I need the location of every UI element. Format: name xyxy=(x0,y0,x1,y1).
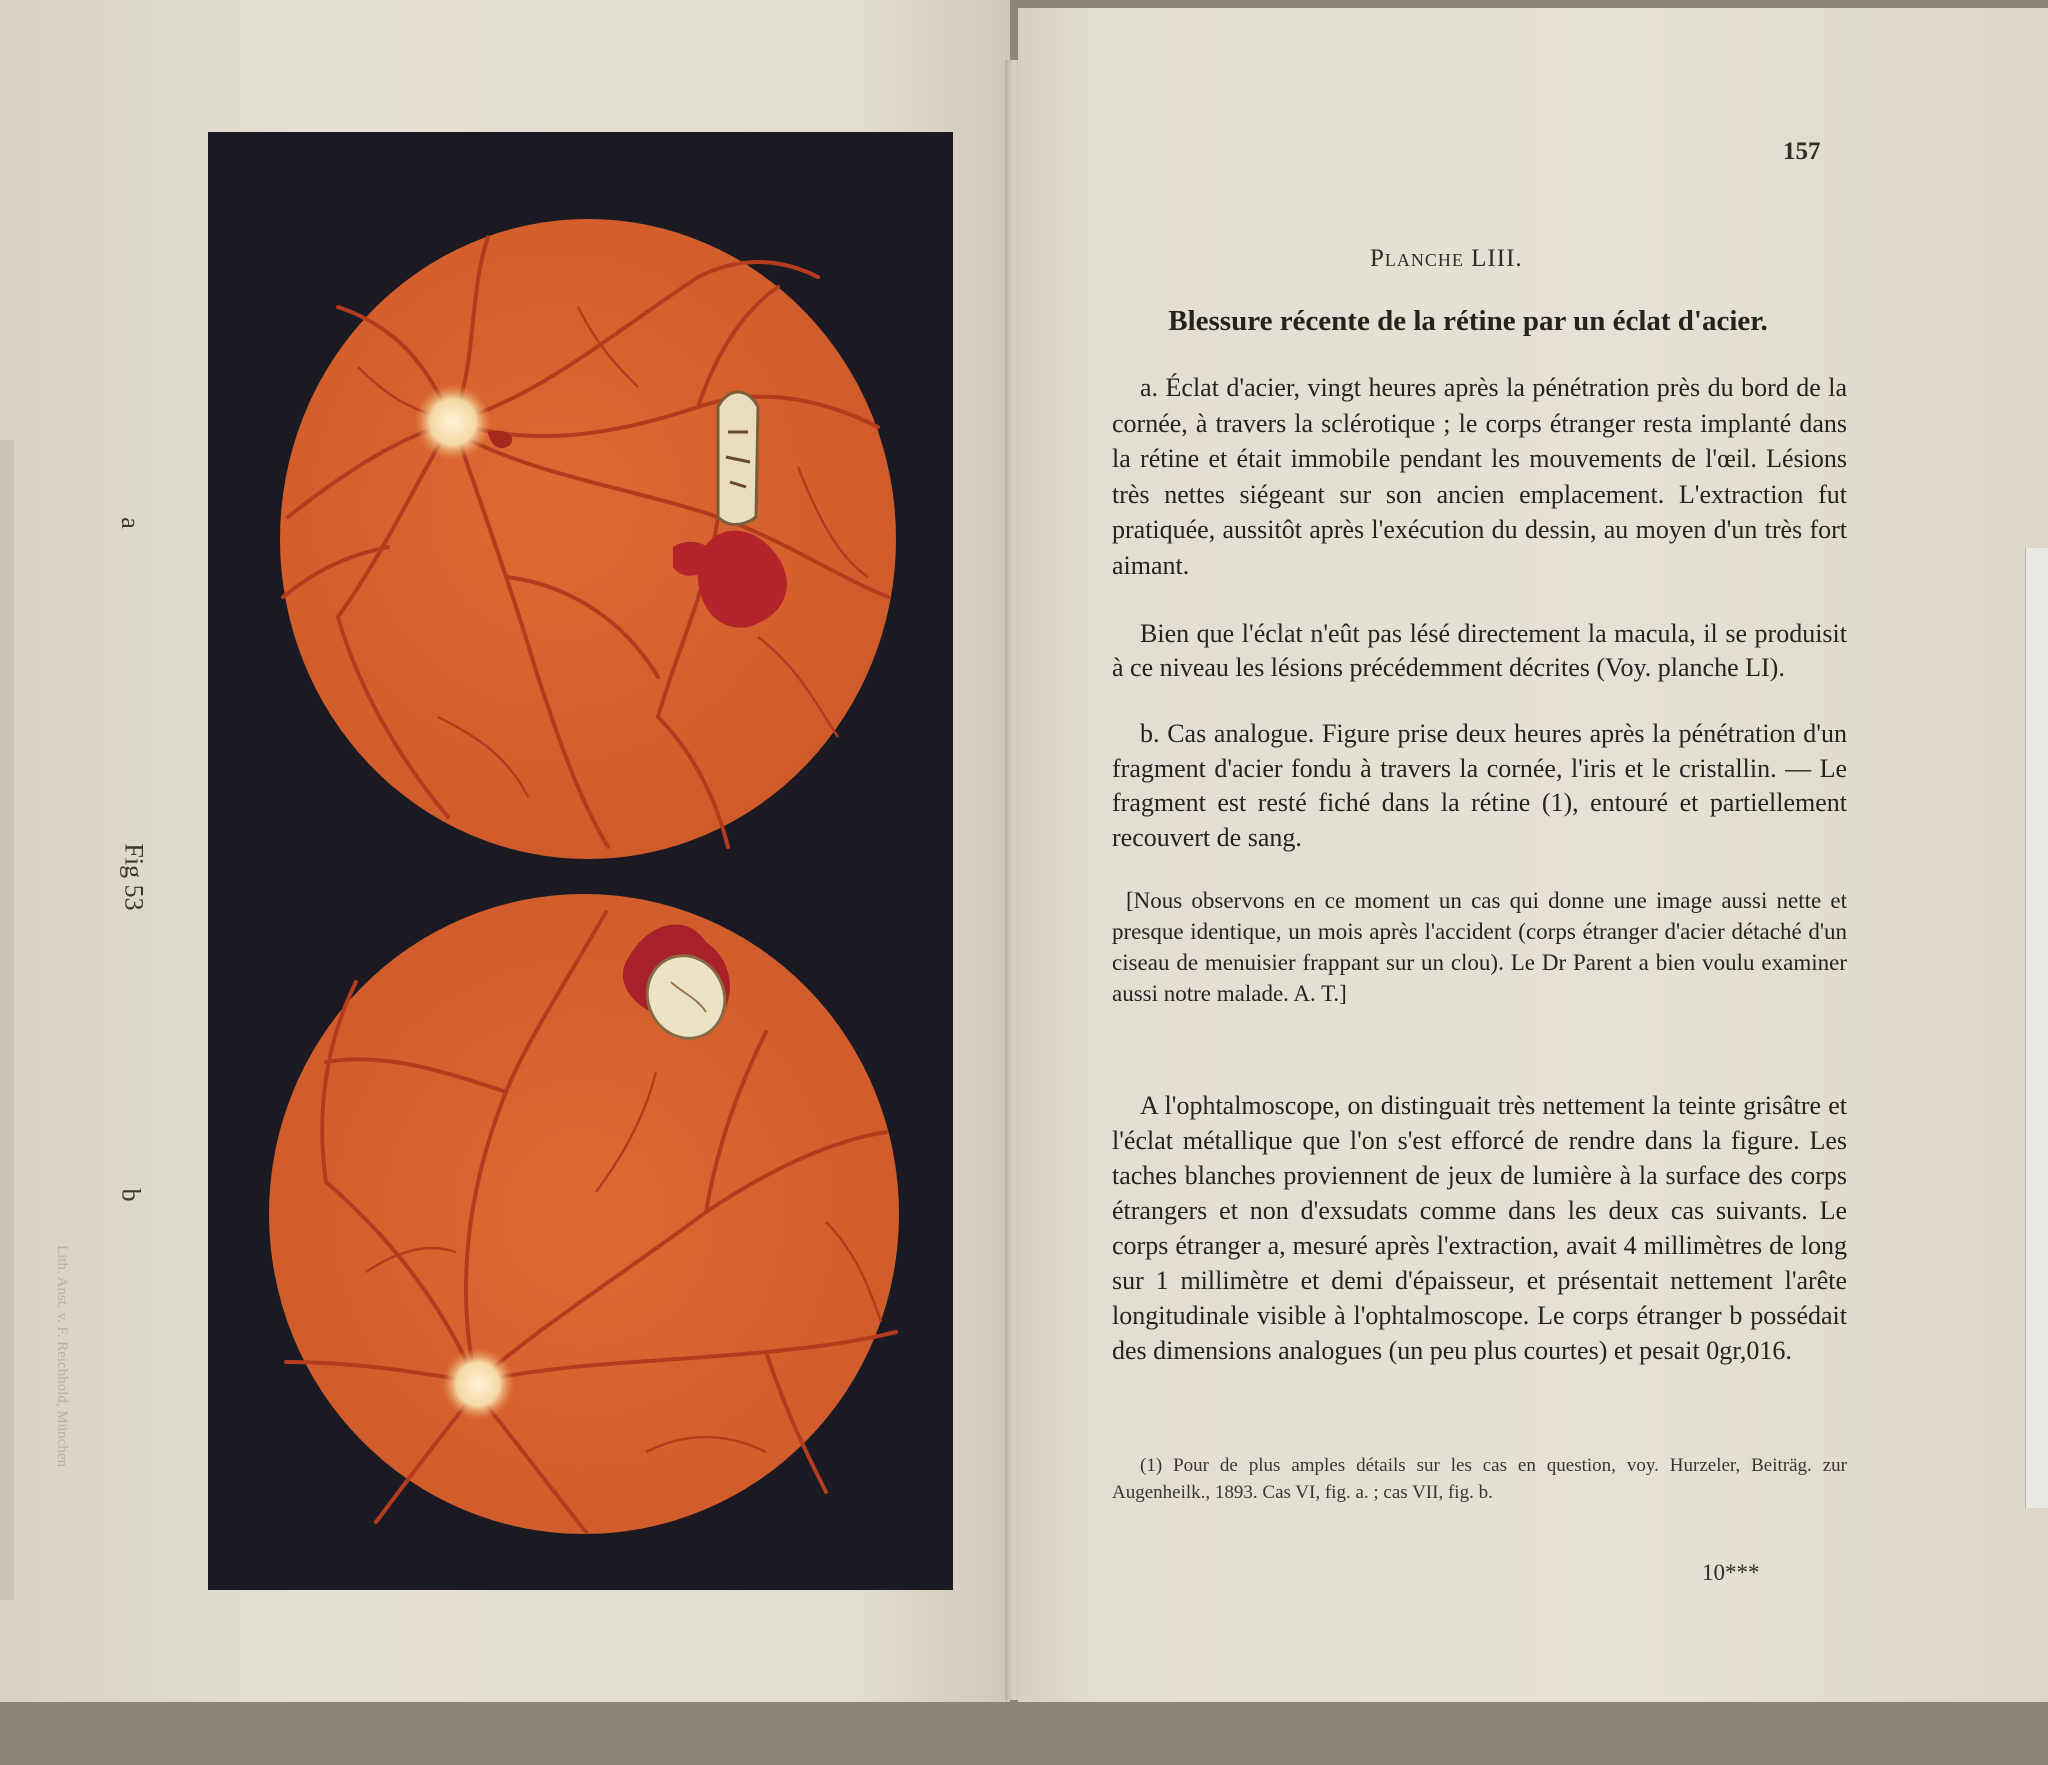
footnote: (1) Pour de plus amples détails sur les cas en question, voy. Hurzeler, Beiträg. zur Augenheilk., 1893. Cas VI, fig. a. ; cas VII, fig. b. xyxy=(1112,1455,1847,1503)
page-edge xyxy=(0,440,14,1600)
plate-title: Planche LIII. xyxy=(1370,245,1523,272)
page-edge-strip xyxy=(2025,548,2048,1508)
translator-note: [Nous observons en ce moment un cas qui donne une image aussi nette et presque identique, un mois après l'accident (corps étranger d'acier détaché d'un ciseau de menuisier frappant sur un clou). Le Dr Parent a bien voulu examiner aussi notre malade. A. T.] xyxy=(1112,888,1847,1006)
paragraph-b: b. Cas analogue. Figure prise deux heures après la pénétration d'un fragment d'acier fondu à travers la cornée, l'iris et le cristallin. — Le fragment est resté fiché dans la rétine (1), entouré et partiellement recouvert de sang. xyxy=(1112,719,1847,852)
fundus-image-a xyxy=(278,217,898,862)
lithographer-credit: Lith. Anst. v. F. Reichhold, München xyxy=(54,1245,70,1467)
page-heading: Blessure récente de la rétine par un éclat d'acier. xyxy=(1168,305,1768,337)
paragraph-ophthalmoscope: A l'ophtalmoscope, on distinguait très nettement la teinte grisâtre et l'éclat métallique que l'on s'est efforcé de rendre dans la figure. Les taches blanches proviennent de jeux de lumière à la surface des corps étrangers et non d'exsudats comme dans les deux cas suivants. Le corps étranger a, mesuré après l'extraction, avait 4 millimètres de long sur 1 millimètre et demi d'épaisseur, et présentait nettement l'arête longitudinale visible à l'ophtalmoscope. Le corps étranger b possédait des dimensions analogues (un peu plus courtes) et pesait 0gr,016. xyxy=(1112,1091,1847,1365)
signature-mark: 10*** xyxy=(1702,1560,1760,1585)
paragraph-macula: Bien que l'éclat n'eût pas lésé directement la macula, il se produisit à ce niveau les lésions précédemment décrites (Voy. planche LI). xyxy=(1112,619,1847,682)
figure-label-a: a xyxy=(115,517,145,529)
right-page xyxy=(1018,8,2048,1702)
color-plate xyxy=(208,132,953,1590)
page-number: 157 xyxy=(1783,138,1821,165)
figure-caption: Fig 53 xyxy=(119,843,149,911)
fundus-image-b xyxy=(266,892,901,1537)
figure-label-b: b xyxy=(116,1188,146,1202)
left-page xyxy=(0,0,1010,1702)
paragraph-a: a. Éclat d'acier, vingt heures après la pénétration près du bord de la cornée, à travers la sclérotique ; le corps étranger resta implanté dans la rétine et était immobile pendant les mouvements de l'œil. Lésions très nettes siégeant sur son ancien emplacement. L'extraction fut pratiquée, aussitôt après l'exécution du dessin, au moyen d'un très fort aimant. xyxy=(1112,373,1847,580)
